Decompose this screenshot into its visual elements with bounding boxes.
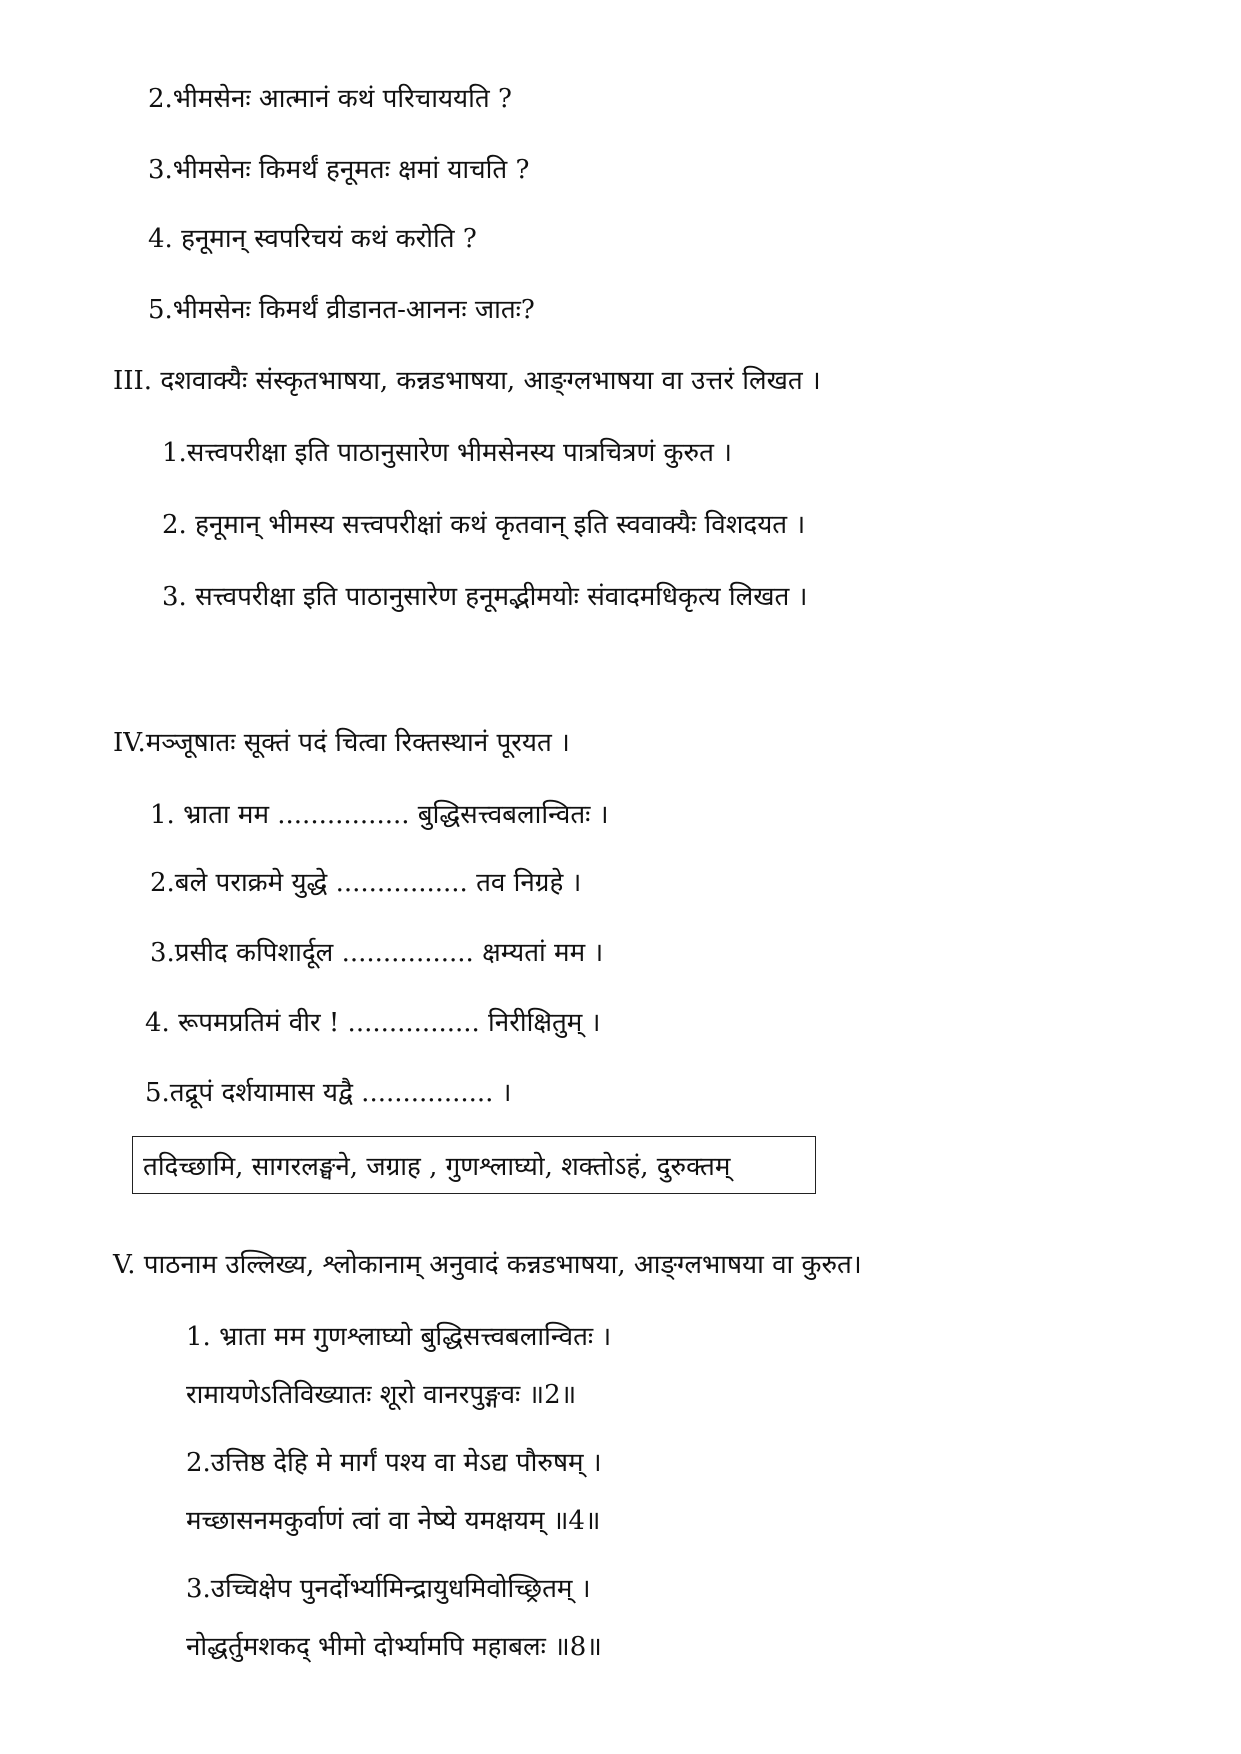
verse-1-line-2: रामायणेऽतिविख्यातः शूरो वानरपुङ्गवः ॥2॥: [186, 1380, 577, 1410]
section-4-item-5: 5.तद्रूपं दर्शयामास यद्वै ................ ।: [145, 1078, 512, 1108]
verse-2-line-2: मच्छासनमकुर्वाणं त्वां वा नेष्ये यमक्षयम् ॥4॥: [186, 1506, 601, 1536]
word-box-text: तदिच्छामि, सागरलङ्घने, जग्राह , गुणश्लाघ्यो, शक्तोऽहं, दुरुक्तम्: [143, 1152, 731, 1182]
question-3: 3.भीमसेनः किमर्थं हनूमतः क्षमां याचति ?: [148, 155, 530, 185]
question-5: 5.भीमसेनः किमर्थं व्रीडानत-आननः जातः?: [148, 295, 535, 325]
verse-3-line-1: 3.उच्चिक्षेप पुनर्दोर्भ्यामिन्द्रायुधमिवोच्छ्रितम् ।: [186, 1574, 591, 1604]
question-2: 2.भीमसेनः आत्मानं कथं परिचाययति ?: [148, 84, 512, 114]
section-3-item-3: 3. सत्त्वपरीक्षा इति पाठानुसारेण हनूमद्भीमयोः संवादमधिकृत्य लिखत ।: [162, 582, 808, 612]
section-4-item-4: 4. रूपमप्रतिमं वीर ! ................ निरीक्षितुम् ।: [145, 1008, 601, 1038]
section-3-heading: III. दशवाक्यैः संस्कृतभाषया, कन्नडभाषया, आङ्ग्लभाषया वा उत्तरं लिखत ।: [113, 366, 821, 396]
section-3-item-2: 2. हनूमान् भीमस्य सत्त्वपरीक्षां कथं कृतवान् इति स्ववाक्यैः विशदयत ।: [162, 510, 806, 540]
section-4-item-2: 2.बले पराक्रमे युद्धे ................ तव निग्रहे ।: [150, 868, 582, 898]
question-4: 4. हनूमान् स्वपरिचयं कथं करोति ?: [148, 224, 477, 254]
section-4-item-1: 1. भ्राता मम ................ बुद्धिसत्त्वबलान्वितः ।: [150, 800, 609, 830]
word-box: [132, 1136, 816, 1194]
section-3-item-1: 1.सत्त्वपरीक्षा इति पाठानुसारेण भीमसेनस्य पात्रचित्रणं कुरुत ।: [162, 438, 733, 468]
verse-1-line-1: 1. भ्राता मम गुणश्लाघ्यो बुद्धिसत्त्वबलान्वितः ।: [186, 1322, 612, 1352]
section-4-heading: IV.मञ्जूषातः सूक्तं पदं चित्वा रिक्तस्थानं पूरयत ।: [113, 728, 570, 758]
verse-2-line-1: 2.उत्तिष्ठ देहि मे मार्गं पश्य वा मेऽद्य पौरुषम् ।: [186, 1448, 602, 1478]
section-5-heading: V. पाठनाम उल्लिख्य, श्लोकानाम् अनुवादं कन्नडभाषया, आङ्ग्लभाषया वा कुरुत।: [113, 1250, 862, 1280]
section-4-item-3: 3.प्रसीद कपिशार्दूल ................ क्षम्यतां मम ।: [150, 938, 604, 968]
verse-3-line-2: नोद्धर्तुमशकद् भीमो दोर्भ्यामपि महाबलः ॥8॥: [186, 1632, 602, 1662]
